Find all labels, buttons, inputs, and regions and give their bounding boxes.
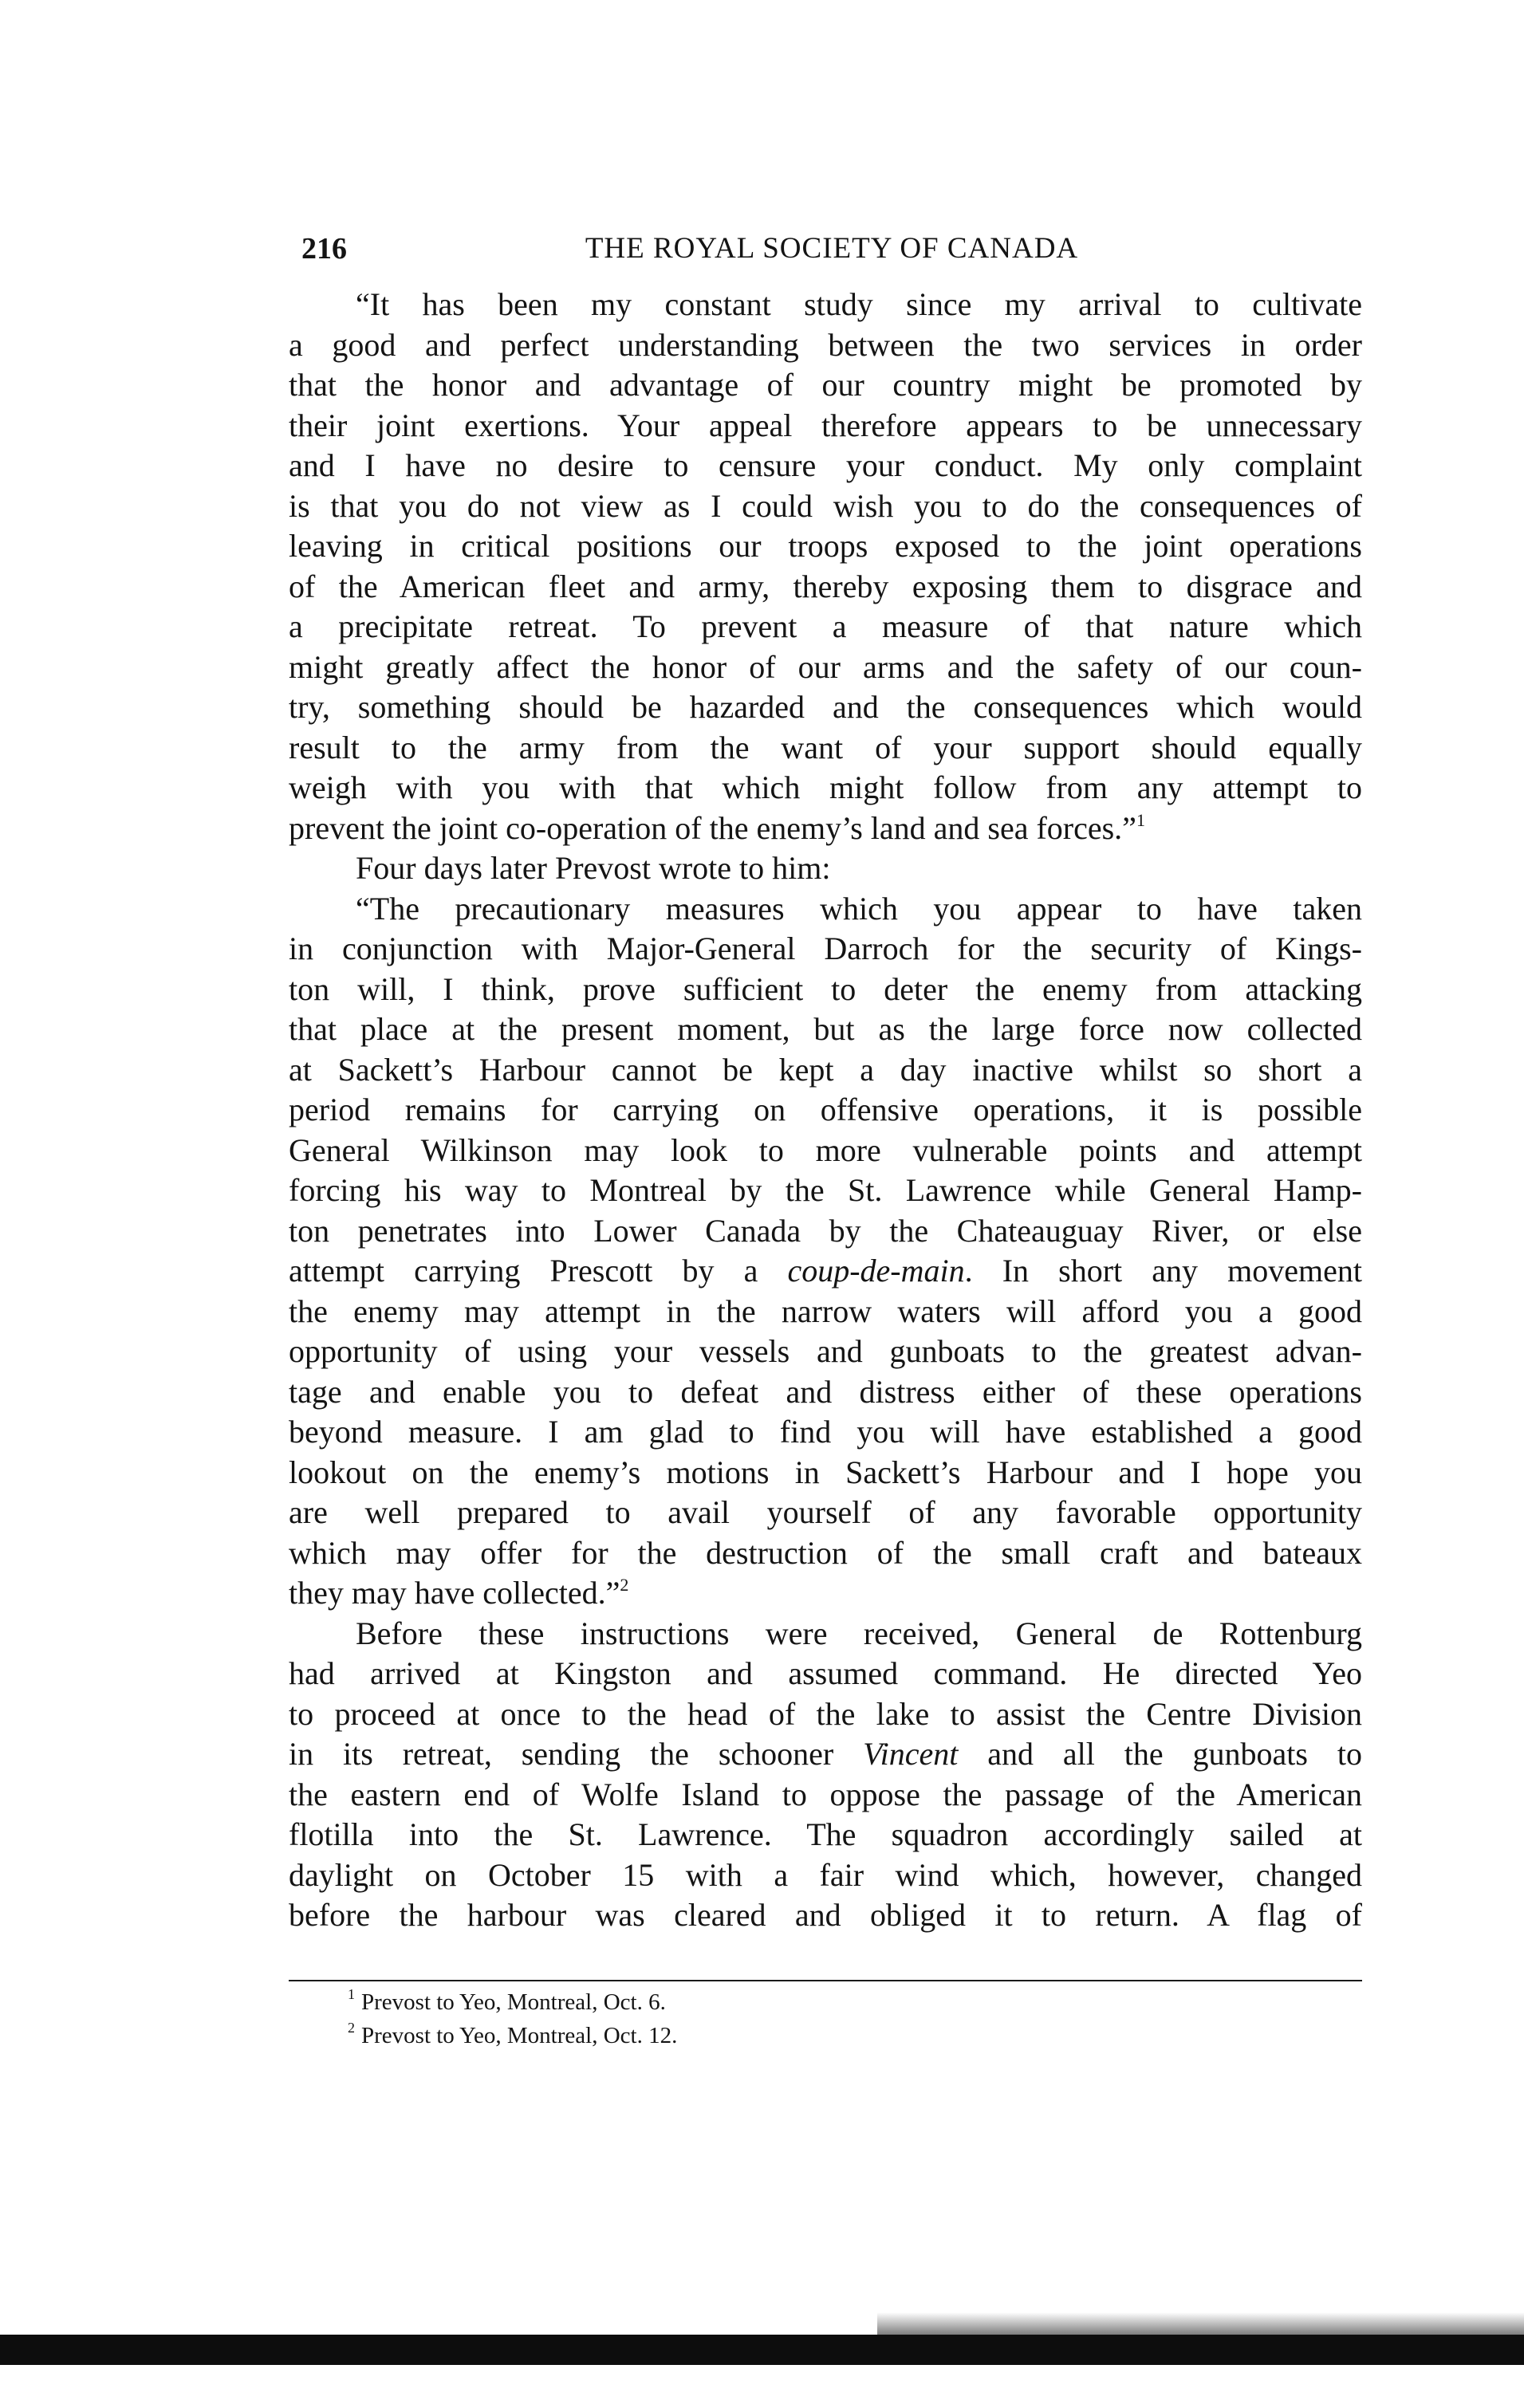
line-text: might greatly affect the honor of our arms and the safety of our coun- [289,648,1362,685]
text-line [289,486,1362,527]
line-text: of the American fleet and army, thereby exposing them to disgrace and [289,568,1362,604]
text-line [289,325,1362,366]
footnote-marker: 1 [348,1986,355,2002]
text-line [289,406,1362,447]
line-text: result to the army from the want of your support should equally [289,729,1362,765]
line-text: prevent the joint co-operation of the enemy’s land and sea forces.” [289,809,1136,846]
text-line [289,929,1362,970]
line-text: are well prepared to avail yourself of any favorable opportunity [289,1494,1362,1530]
scan-shadow [877,2312,1524,2335]
italic-phrase: coup-de-main [787,1253,965,1289]
text-line [289,687,1362,728]
line-text: the eastern end of Wolfe Island to oppose the passage of the American [289,1776,1362,1812]
footnote-reference: 2 [620,1575,629,1595]
text-line [289,1211,1362,1252]
line-text: “It has been my constant study since my arrival to cultivate [356,286,1362,322]
scan-edge-band [0,2335,1524,2365]
text-line [289,1332,1362,1372]
line-text: Before these instructions were received, General de Rottenburg [356,1615,1362,1651]
footnote-rule [289,1980,1362,1981]
line-text: leaving in critical positions our troops exposed to the joint operations [289,528,1362,564]
line-text: that place at the present moment, but as the large force now collected [289,1011,1362,1047]
text-line [289,1251,1362,1292]
text-line [289,285,1362,325]
text-line [289,848,1362,889]
footnote-marker: 2 [348,2020,355,2036]
line-text: flotilla into the St. Lawrence. The squadron accordingly sailed at [289,1816,1362,1852]
line-text: before the harbour was cleared and obliged it to return. A flag of [289,1897,1362,1933]
text-line [289,1775,1362,1816]
text-line [289,768,1362,809]
text-line [289,1855,1362,1896]
text-line [289,1895,1362,1936]
text-line [289,1493,1362,1533]
line-text: General Wilkinson may look to more vulnerable points and attempt [289,1131,1362,1168]
text-line [289,1533,1362,1574]
line-text: had arrived at Kingston and assumed command. He directed Yeo [289,1655,1362,1691]
line-text: to proceed at once to the head of the lake to assist the Centre Division [289,1695,1362,1732]
text-line [289,607,1362,647]
text-line [289,970,1362,1010]
line-text: tage and enable you to defeat and distress either of these operations [289,1373,1362,1410]
text-line [289,1009,1362,1050]
line-text: try, something should be hazarded and the consequences which would [289,689,1362,725]
footnote-text: Prevost to Yeo, Montreal, Oct. 6. [361,1989,666,2015]
text-line [289,446,1362,486]
text-line [289,1614,1362,1655]
text-line [289,1050,1362,1091]
text-line [289,1412,1362,1453]
page-header [301,225,1362,273]
line-text: opportunity of using your vessels and gunboats to the greatest advan- [289,1333,1362,1369]
body-text [289,285,1362,1936]
text-line [289,1573,1362,1614]
text-line [289,1694,1362,1735]
text-line [289,1815,1362,1855]
line-text: at Sackett’s Harbour cannot be kept a day inactive whilst so short a [289,1051,1362,1088]
line-text-continued: . In short any movement [964,1253,1363,1289]
text-line [289,1453,1362,1493]
line-text: they may have collected.” [289,1575,620,1611]
line-text: the enemy may attempt in the narrow waters will afford you a good [289,1293,1362,1329]
line-text: lookout on the enemy’s motions in Sackett’s Harbour and I hope you [289,1454,1362,1490]
line-text: forcing his way to Montreal by the St. Lawrence while General Hamp- [289,1172,1362,1208]
footnotes [348,1985,1225,2052]
line-text: is that you do not view as I could wish you to do the consequences of [289,487,1362,524]
line-text: ton will, I think, prove sufficient to deter the enemy from attacking [289,970,1362,1007]
text-line [289,1171,1362,1211]
italic-phrase: Vincent [863,1736,959,1772]
text-line [289,889,1362,930]
line-text-continued: and all the gunboats to [958,1736,1362,1772]
text-line [289,1654,1362,1694]
line-text: attempt carrying Prescott by a [289,1253,788,1289]
text-line [289,526,1362,567]
line-text: “The precautionary measures which you appear to have taken [356,890,1362,927]
footnote [348,1985,1225,2019]
text-line [289,647,1362,688]
text-line [289,365,1362,406]
line-text: in conjunction with Major-General Darroch for the security of Kings- [289,931,1362,966]
text-line [289,1090,1362,1131]
line-text: Four days later Prevost wrote to him: [356,850,831,886]
text-line [289,567,1362,608]
page-number: 216 [301,232,347,266]
text-line [289,1292,1362,1332]
line-text: which may offer for the destruction of the small craft and bateaux [289,1534,1362,1571]
line-text: beyond measure. I am glad to find you will have established a good [289,1414,1362,1450]
text-line [289,1372,1362,1413]
running-title: THE ROYAL SOCIETY OF CANADA [585,232,1079,265]
line-text: ton penetrates into Lower Canada by the Chateauguay River, or else [289,1212,1362,1249]
text-line [289,728,1362,769]
line-text: their joint exertions. Your appeal therefore appears to be unnecessary [289,407,1362,443]
footnote [348,2019,1225,2052]
line-text: weigh with you with that which might follow from any attempt to [289,769,1362,805]
footnote-reference: 1 [1136,809,1145,830]
line-text: a good and perfect understanding between the two services in order [289,326,1362,363]
line-text: in its retreat, sending the schooner [289,1736,864,1772]
text-line [289,1131,1362,1171]
line-text: that the honor and advantage of our country might be promoted by [289,367,1362,403]
line-text: daylight on October 15 with a fair wind which, however, changed [289,1856,1362,1893]
line-text: period remains for carrying on offensive operations, it is possible [289,1092,1362,1127]
line-text: and I have no desire to censure your conduct. My only complaint [289,447,1362,483]
footnote-text: Prevost to Yeo, Montreal, Oct. 12. [361,2023,678,2048]
text-line [289,1734,1362,1775]
text-line [289,809,1362,849]
line-text: a precipitate retreat. To prevent a measure of that nature which [289,608,1362,644]
